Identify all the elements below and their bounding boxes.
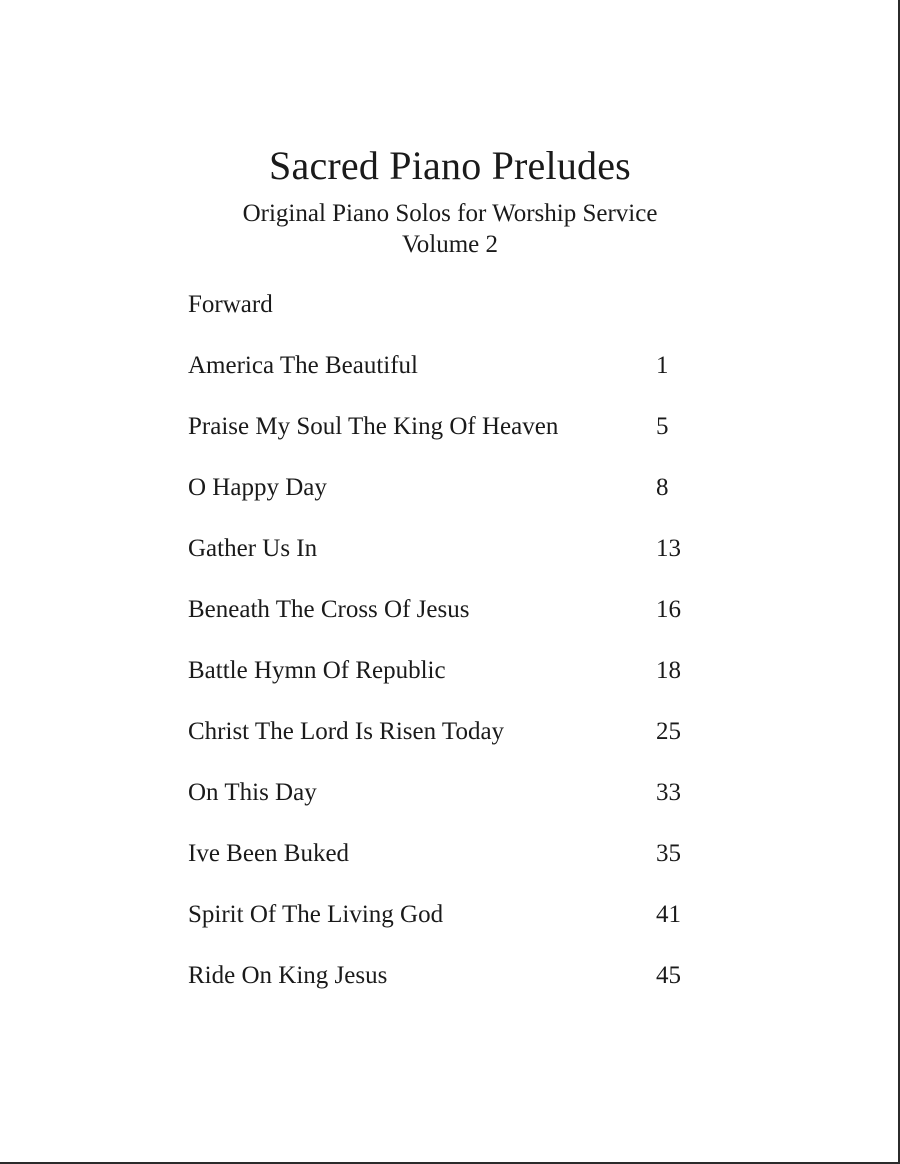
toc-entry-title: Christ The Lord Is Risen Today [188, 718, 505, 745]
toc-entry-page: 16 [656, 596, 681, 623]
toc-entry-ive-been-buked [188, 838, 708, 899]
toc-entry-page: 45 [656, 962, 681, 989]
toc-entry-title: Battle Hymn Of Republic [188, 657, 446, 684]
toc-entry-battle-hymn [188, 655, 708, 716]
page-title: Sacred Piano Preludes [269, 143, 631, 188]
toc-entry-page: 1 [656, 352, 669, 379]
toc-entry-title: Gather Us In [188, 535, 318, 562]
toc-entry-page: 5 [656, 413, 669, 440]
toc-entry-page: 41 [656, 901, 681, 928]
toc-entry-title: Ride On King Jesus [188, 962, 388, 989]
toc-entry-page: 18 [656, 657, 681, 684]
toc-entry-page: 33 [656, 779, 681, 806]
toc-entry-title: Beneath The Cross Of Jesus [188, 596, 470, 623]
toc-entry-page: 35 [656, 840, 681, 867]
toc-entry-title: Praise My Soul The King Of Heaven [188, 413, 559, 440]
toc-entry-title: America The Beautiful [188, 352, 419, 379]
toc-entry-title: On This Day [188, 779, 317, 806]
toc-entry-praise-my-soul [188, 411, 708, 472]
toc-entry-page: 25 [656, 718, 681, 745]
toc-entry-christ-the-lord [188, 716, 708, 777]
toc-entry-page: 13 [656, 535, 681, 562]
toc-entry-title: Forward [188, 291, 273, 318]
toc-entry-ride-on-king-jesus [188, 960, 708, 1021]
toc-entry-spirit-of-the-living-god [188, 899, 708, 960]
table-of-contents [188, 289, 708, 1021]
toc-entry-on-this-day [188, 777, 708, 838]
toc-entry-title: O Happy Day [188, 474, 327, 501]
toc-entry-forward [188, 289, 708, 350]
toc-entry-beneath-the-cross [188, 594, 708, 655]
toc-entry-title: Spirit Of The Living God [188, 901, 444, 928]
toc-entry-title: Ive Been Buked [188, 840, 350, 867]
toc-entry-page: 8 [656, 474, 669, 501]
page-subtitle: Original Piano Solos for Worship Service [242, 200, 658, 227]
toc-entry-gather-us-in [188, 533, 708, 594]
toc-entry-o-happy-day [188, 472, 708, 533]
toc-entry-america-the-beautiful [188, 350, 708, 411]
volume-label: Volume 2 [401, 231, 499, 258]
